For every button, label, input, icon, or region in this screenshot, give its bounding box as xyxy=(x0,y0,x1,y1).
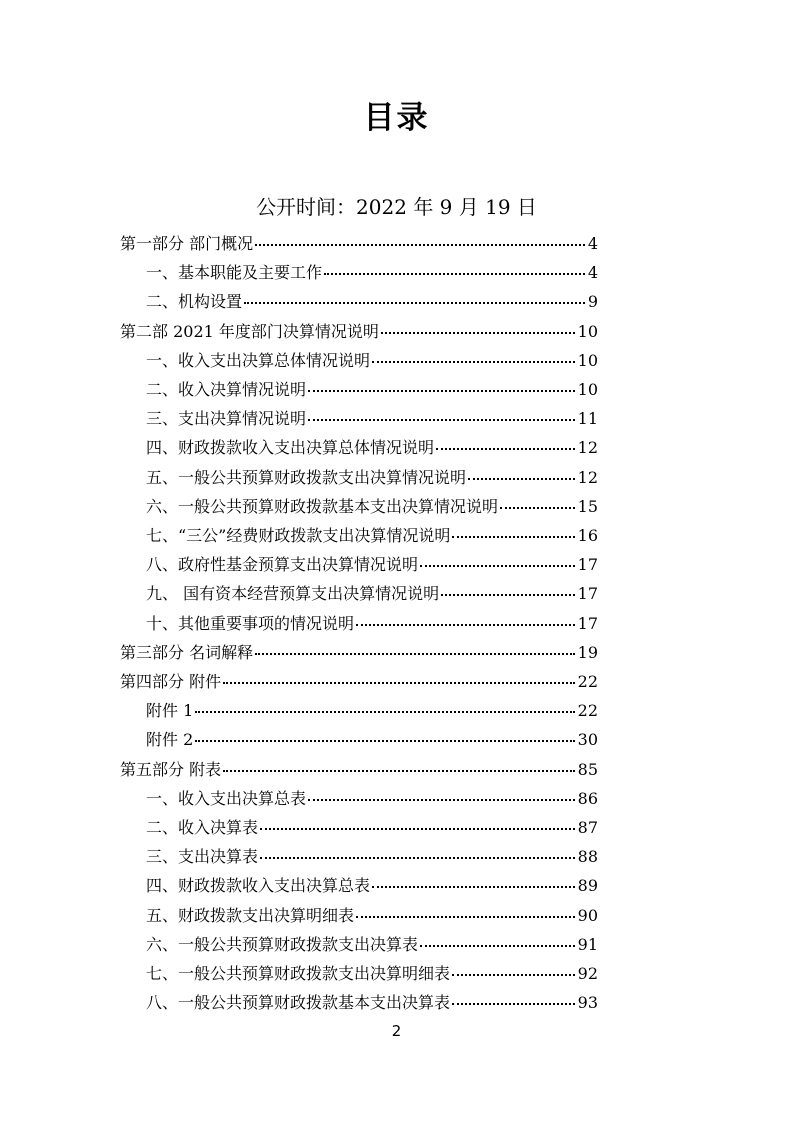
toc-leader-dots xyxy=(436,448,575,450)
toc-entry-label: 七、“三公”经费财政拨款支出决算情况说明 xyxy=(146,526,451,545)
toc-entry[interactable] xyxy=(146,377,598,403)
toc-entry-page: 11 xyxy=(577,409,598,428)
toc-entry-page: 10 xyxy=(577,322,598,341)
toc-entry-page: 92 xyxy=(577,964,598,983)
toc-entry-label: 第一部分 部门概况 xyxy=(120,234,254,253)
toc-leader-dots xyxy=(260,857,575,859)
toc-leader-dots xyxy=(420,565,575,567)
toc-entry-page: 19 xyxy=(577,643,598,662)
page-number: 2 xyxy=(391,1022,402,1040)
toc-entry-label: 九、 国有资本经营预算支出决算情况说明 xyxy=(146,584,440,603)
toc-entry-label: 四、财政拨款收入支出决算总体情况说明 xyxy=(146,438,435,457)
toc-entry-label: 八、一般公共预算财政拨款基本支出决算表 xyxy=(146,993,451,1012)
toc-entry-page: 88 xyxy=(577,847,598,866)
toc-entry-label: 第三部分 名词解释 xyxy=(120,643,254,662)
toc-entry-label: 附件 2 xyxy=(146,730,194,749)
toc-leader-dots xyxy=(308,390,575,392)
toc-entry[interactable] xyxy=(146,465,598,491)
toc-entry-page: 89 xyxy=(577,876,598,895)
toc-entry-page: 12 xyxy=(577,438,598,457)
toc-entry[interactable] xyxy=(146,873,598,899)
toc-entry-page: 86 xyxy=(577,789,598,808)
toc-entry-page: 12 xyxy=(577,468,598,487)
toc-leader-dots xyxy=(420,945,575,947)
toc-entry[interactable] xyxy=(120,319,598,345)
toc-entry-label: 二、机构设置 xyxy=(146,292,243,311)
toc-leader-dots xyxy=(468,478,575,480)
toc-entry[interactable] xyxy=(146,932,598,958)
toc-entry[interactable] xyxy=(146,406,598,432)
toc-entry[interactable] xyxy=(146,523,598,549)
toc-leader-dots xyxy=(255,653,575,655)
toc-entry-label: 一、基本职能及主要工作 xyxy=(146,263,323,282)
toc-entry[interactable] xyxy=(146,698,598,724)
toc-entry-label: 第五部分 附表 xyxy=(120,760,222,779)
toc-leader-dots xyxy=(255,244,585,246)
toc-entry-page: 90 xyxy=(577,906,598,925)
toc-entry-page: 17 xyxy=(577,555,598,574)
toc-entry-page: 4 xyxy=(587,263,598,282)
toc-entry-label: 附件 1 xyxy=(146,701,194,720)
toc-leader-dots xyxy=(195,740,574,742)
toc-entry[interactable] xyxy=(146,611,598,637)
toc-entry-page: 93 xyxy=(577,993,598,1012)
toc-entry-page: 10 xyxy=(577,380,598,399)
toc-entry[interactable] xyxy=(146,435,598,461)
toc-entry[interactable] xyxy=(146,786,598,812)
document-title: 目录 xyxy=(363,100,430,136)
toc-entry[interactable] xyxy=(146,581,598,607)
toc-entry-label: 一、收入支出决算总体情况说明 xyxy=(146,351,371,370)
toc-entry[interactable] xyxy=(120,669,598,695)
toc-entry-page: 22 xyxy=(577,701,598,720)
toc-entry[interactable] xyxy=(146,494,598,520)
toc-entry-page: 15 xyxy=(577,497,598,516)
toc-entry-page: 16 xyxy=(577,526,598,545)
toc-entry-label: 三、支出决算情况说明 xyxy=(146,409,307,428)
toc-leader-dots xyxy=(372,361,575,363)
toc-entry-page: 91 xyxy=(577,935,598,954)
toc-leader-dots xyxy=(381,332,575,334)
toc-entry[interactable] xyxy=(120,757,598,783)
toc-leader-dots xyxy=(308,419,575,421)
toc-leader-dots xyxy=(500,507,575,509)
toc-entry-label: 六、一般公共预算财政拨款支出决算表 xyxy=(146,935,419,954)
toc-entry-page: 17 xyxy=(577,584,598,603)
toc-entry[interactable] xyxy=(146,990,598,1016)
toc-entry-label: 第四部分 附件 xyxy=(120,672,222,691)
toc-entry[interactable] xyxy=(146,260,598,286)
toc-entry[interactable] xyxy=(146,552,598,578)
toc-entry[interactable] xyxy=(120,231,598,257)
toc-entry-label: 第二部 2021 年度部门决算情况说明 xyxy=(120,322,379,341)
toc-entry-label: 二、收入决算表 xyxy=(146,818,259,837)
publish-time: 公开时间：2022 年 9 月 19 日 xyxy=(256,195,537,219)
toc-entry[interactable] xyxy=(146,348,598,374)
toc-leader-dots xyxy=(324,273,585,275)
toc-entry-label: 五、一般公共预算财政拨款支出决算情况说明 xyxy=(146,468,467,487)
toc-entry-label: 四、财政拨款收入支出决算总表 xyxy=(146,876,371,895)
toc-leader-dots xyxy=(260,828,575,830)
toc-leader-dots xyxy=(356,624,575,626)
toc-entry-page: 9 xyxy=(587,292,598,311)
toc-entry[interactable] xyxy=(146,289,598,315)
toc-leader-dots xyxy=(308,799,575,801)
toc-leader-dots xyxy=(441,594,575,596)
toc-entry-label: 五、财政拨款支出决算明细表 xyxy=(146,906,355,925)
toc-entry-page: 85 xyxy=(577,760,598,779)
toc-leader-dots xyxy=(223,770,575,772)
toc-leader-dots xyxy=(452,1003,575,1005)
toc-entry[interactable] xyxy=(146,903,598,929)
toc-entry[interactable] xyxy=(146,727,598,753)
toc-entry-label: 六、一般公共预算财政拨款基本支出决算情况说明 xyxy=(146,497,499,516)
toc-entry-label: 八、政府性基金预算支出决算情况说明 xyxy=(146,555,419,574)
toc-entry-label: 三、支出决算表 xyxy=(146,847,259,866)
toc-entry[interactable] xyxy=(146,961,598,987)
toc-leader-dots xyxy=(452,536,574,538)
toc-leader-dots xyxy=(244,302,585,304)
toc-entry[interactable] xyxy=(146,815,598,841)
toc-entry-page: 30 xyxy=(577,730,598,749)
toc-entry-page: 10 xyxy=(577,351,598,370)
toc-leader-dots xyxy=(372,886,575,888)
toc-entry-label: 七、一般公共预算财政拨款支出决算明细表 xyxy=(146,964,451,983)
toc-entry[interactable] xyxy=(146,844,598,870)
toc-entry-page: 4 xyxy=(587,234,598,253)
toc-entry-label: 一、收入支出决算总表 xyxy=(146,789,307,808)
toc-leader-dots xyxy=(223,682,575,684)
toc-entry-label: 十、其他重要事项的情况说明 xyxy=(146,614,355,633)
toc-entry-page: 87 xyxy=(577,818,598,837)
toc-leader-dots xyxy=(452,974,575,976)
toc-entry[interactable] xyxy=(120,640,598,666)
toc-leader-dots xyxy=(356,916,575,918)
toc-entry-page: 22 xyxy=(577,672,598,691)
toc-entry-page: 17 xyxy=(577,614,598,633)
toc-leader-dots xyxy=(195,711,574,713)
toc-entry-label: 二、收入决算情况说明 xyxy=(146,380,307,399)
